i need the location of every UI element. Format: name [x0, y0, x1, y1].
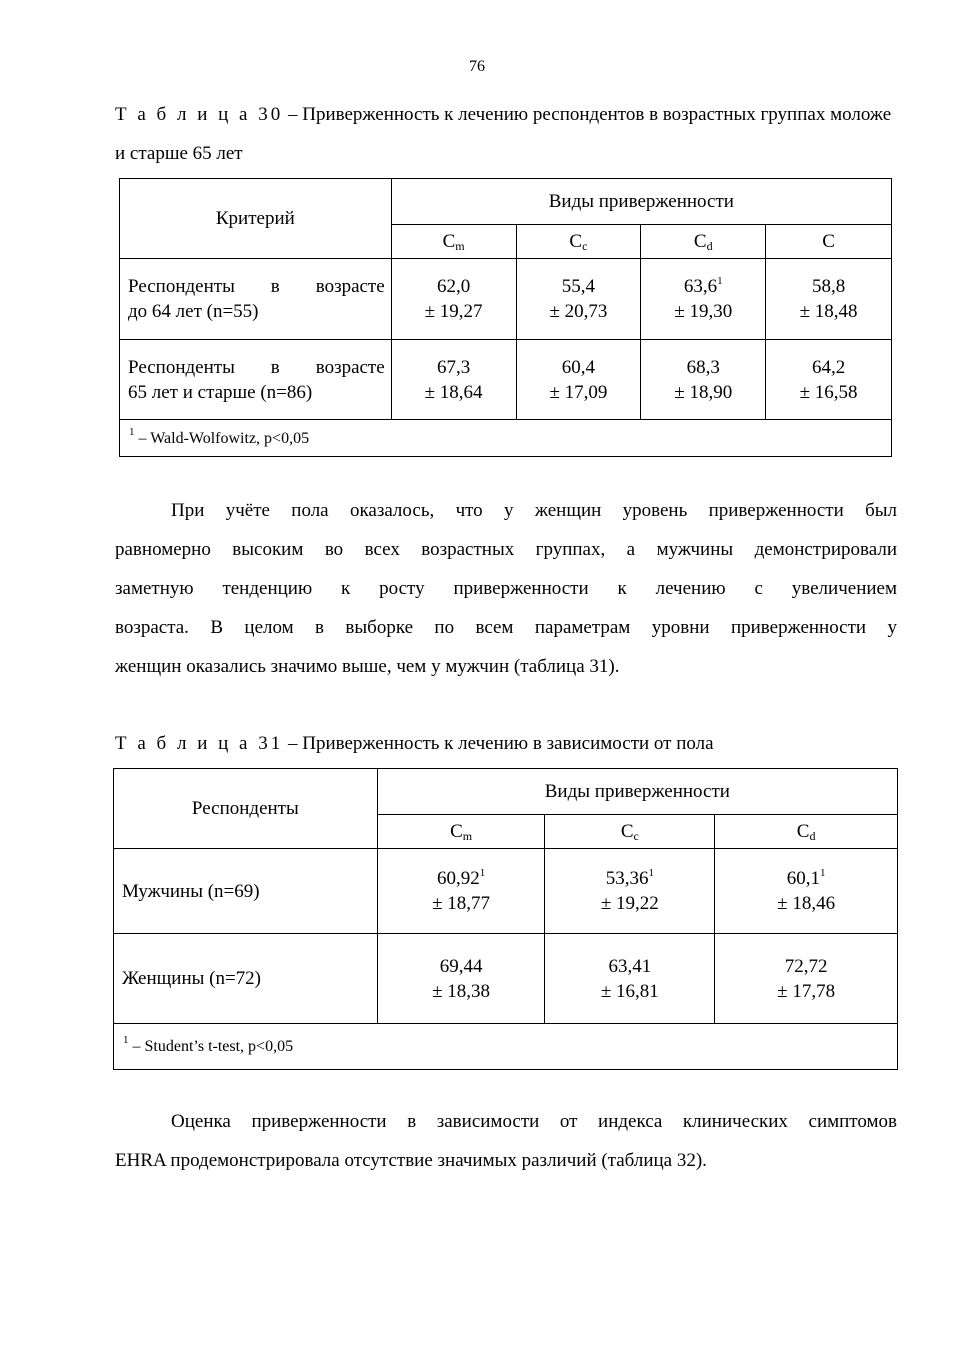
table-30-header-criterion: Критерий [120, 179, 392, 259]
table-cell: $63,6^1$ ± 19,30 [641, 259, 766, 340]
table-row [120, 259, 892, 340]
table-31 [113, 768, 898, 1070]
table-30-caption [115, 95, 897, 173]
table-31-header-respondents: Респонденты [114, 769, 378, 849]
table-row [120, 340, 892, 420]
table-31-col-header: $C_m$ [377, 815, 545, 849]
table-30-header-group: Виды приверженности [391, 179, 891, 225]
row-label: Респонденты в возрасте до 64 лет (n=55) [120, 259, 392, 340]
paragraph-line: EHRA продемонстрировала отсутствие значимых различий (таблица 32). [115, 1150, 707, 1171]
table-cell: $53,36^1$ ± 19,22 [545, 849, 715, 934]
paragraph-line: женщин оказались значимо выше, чем у мужчин (таблица 31). [115, 656, 620, 677]
table-30-footnote: $^1$ – Wald-Wolfowitz, p<0,05 [120, 420, 892, 457]
table-30 [119, 178, 892, 457]
table-cell: 62,0 ± 19,27 [391, 259, 516, 340]
table-31-header-row [114, 769, 898, 815]
table-row [114, 934, 898, 1024]
table-row [114, 849, 898, 934]
table-31-col-header: $C_c$ [545, 815, 715, 849]
paragraph-line: При учёте пола оказалось, что у женщин уровень приверженности был [171, 500, 897, 521]
paragraph-line: возраста. В целом в выборке по всем параметрам уровни приверженности у [115, 617, 897, 638]
page-number: 76 [469, 58, 485, 75]
table-cell: 63,41 ± 16,81 [545, 934, 715, 1024]
table-cell: 55,4 ± 20,73 [516, 259, 641, 340]
table-31-footnote: $^1$ – Student’s t-test, p<0,05 [114, 1024, 898, 1070]
table-31-col-header: $C_d$ [715, 815, 898, 849]
table-31-caption [115, 724, 897, 763]
table-cell: 72,72 ± 17,78 [715, 934, 898, 1024]
table-cell: $60,1^1$ ± 18,46 [715, 849, 898, 934]
table-cell: 60,4 ± 17,09 [516, 340, 641, 420]
paragraph-1 [115, 491, 897, 686]
row-label: Респонденты в возрасте 65 лет и старше (n=86) [120, 340, 392, 420]
table-30-col-header: $C_m$ [391, 225, 516, 259]
row-label: Женщины (n=72) [114, 934, 378, 1024]
table-31-footnote-row [114, 1024, 898, 1070]
paragraph-line: Оценка приверженности в зависимости от индекса клинических симптомов [171, 1111, 897, 1132]
table-cell: 58,8 ± 18,48 [766, 259, 892, 340]
table-31-header-group: Виды приверженности [377, 769, 897, 815]
table-30-caption-prefix: Т а б л и ц а 30 [115, 104, 284, 125]
paragraph-2 [115, 1102, 897, 1180]
table-30-caption-text: – Приверженность к лечению респондентов в возрастных группах моложе и старше 65 лет [115, 104, 892, 164]
table-cell: 69,44 ± 18,38 [377, 934, 545, 1024]
table-31-caption-text: – Приверженность к лечению в зависимости от пола [283, 733, 714, 754]
paragraph-line: равномерно высоким во всех возрастных группах, а мужчины демонстрировали [115, 539, 897, 560]
table-30-col-header: C [766, 225, 892, 259]
table-cell: $60,92^1$ ± 18,77 [377, 849, 545, 934]
table-31-caption-prefix: Т а б л и ц а 31 [115, 733, 284, 754]
table-30-col-header: $C_c$ [516, 225, 641, 259]
table-30-col-header: $C_d$ [641, 225, 766, 259]
table-30-footnote-row [120, 420, 892, 457]
row-label: Мужчины (n=69) [114, 849, 378, 934]
table-cell: 68,3 ± 18,90 [641, 340, 766, 420]
table-cell: 67,3 ± 18,64 [391, 340, 516, 420]
table-30-header-row [120, 179, 892, 225]
table-cell: 64,2 ± 16,58 [766, 340, 892, 420]
paragraph-line: заметную тенденцию к росту приверженности к лечению с увеличением [115, 578, 897, 599]
